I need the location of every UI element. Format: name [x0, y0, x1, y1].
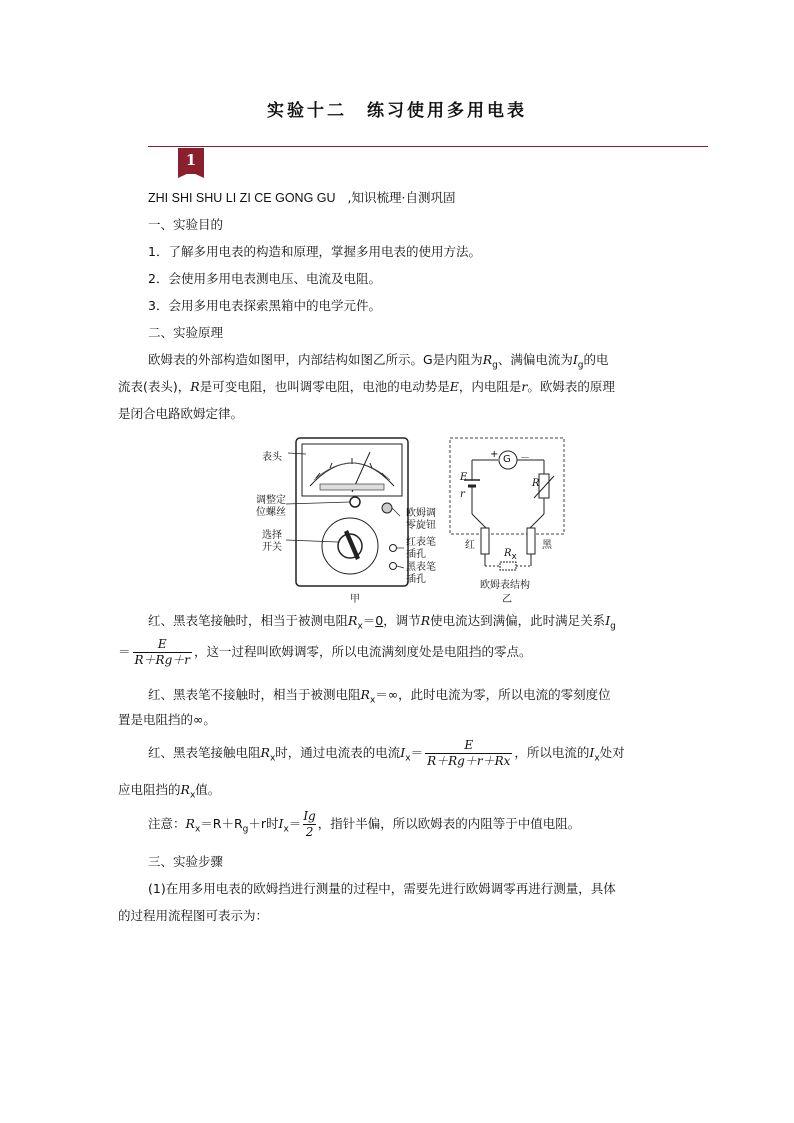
black-probe-label: 黑 — [542, 540, 552, 551]
page-title: 实验十二 练习使用多用电表 — [267, 101, 527, 121]
label-selector-switch: 选择 开关 — [262, 530, 282, 553]
purpose-heading: 一、实验目的 — [148, 217, 224, 232]
minus-sign: － — [520, 453, 530, 464]
galvanometer-label: G — [503, 454, 511, 465]
red-probe-label: 红 — [465, 540, 475, 551]
internal-r-label: r — [460, 489, 465, 500]
label-black-jack: 黑表笔 插孔 — [406, 562, 436, 585]
contact-line-2: ＝ $\frac{E}{R+Rg+r}$ ，这一过程叫欧姆调零，所以电流满刻度处是电阻挡的零点。 — [118, 637, 532, 667]
rx-label: $R_x$ — [504, 548, 517, 562]
principle-line-1: 欧姆表的外部构造如图甲，内部结构如图乙所示。G是内阻为$R_g$、满偏电流为$I_g$的电 — [148, 352, 609, 371]
pinyin-header: ZHI SHI SHU LI ZI CE GONG GU — [148, 191, 336, 205]
section-badge: 1 — [178, 148, 204, 174]
principle-heading: 二、实验原理 — [148, 325, 224, 340]
label-adjust-screw: 调整定 位螺丝 — [256, 495, 286, 518]
purpose-item-2: 2．会使用多用电表测电压、电流及电阻。 — [148, 271, 381, 286]
note-line: 注意：$R_x=R+R_g+r$时$I_x=$ $\frac{Ig}{2}$ ，指针半偏，所以欧姆表的内阻等于中值电阻。 — [148, 809, 581, 839]
pinyin-header-cn: ,知识梳理·自测巩固 — [347, 190, 456, 205]
variable-R-label: R — [532, 478, 540, 489]
purpose-item-3: 3．会用多用电表探索黑箱中的电学元件。 — [148, 298, 381, 313]
formula-fraction: $\frac{E}{R+Rg+r+Rx}$ — [427, 738, 511, 768]
steps-line-2: 的过程用流程图可表示为： — [118, 908, 269, 923]
measure-line-2: 应电阻挡的$R_x$值。 — [118, 782, 221, 801]
section-divider — [148, 146, 708, 147]
section-header — [148, 188, 455, 208]
purpose-item-1: 1．了解多用电表的构造和原理，掌握多用电表的使用方法。 — [148, 244, 481, 259]
formula-fraction: $\frac{Ig}{2}$ — [303, 809, 316, 839]
principle-line-2: 流表(表头)，R是可变电阻，也叫调零电阻，电池的电动势是E，内电阻是r。欧姆表的原理 — [118, 379, 615, 394]
label-red-jack: 红表笔 插孔 — [406, 537, 436, 560]
figure-yi-caption: 乙 — [502, 594, 512, 605]
principle-line-3: 是闭合电路欧姆定律。 — [118, 406, 244, 421]
label-ohm-zero-knob: 欧姆调 零旋钮 — [406, 508, 436, 531]
no-contact-line-2: 置是电阻挡的∞。 — [118, 712, 216, 727]
steps-heading: 三、实验步骤 — [148, 854, 224, 869]
plus-sign: + — [490, 449, 499, 460]
no-contact-line-1: 红、黑表笔不接触时，相当于被测电阻$R_x=\infty$，此时电流为零，所以电流的零刻度位 — [148, 687, 611, 706]
steps-line-1: (1)在用多用电表的欧姆挡进行测量的过程中，需要先进行欧姆调零再进行测量，具体 — [148, 881, 616, 896]
structure-label: 欧姆表结构 — [480, 580, 530, 591]
emf-label: E — [460, 472, 468, 483]
measure-line-1: 红、黑表笔接触电阻$R_x$时，通过电流表的电流$I_x=$ $\frac{E}{R+Rg+r+Rx}$ ，所以电流的$I_x$处对 — [148, 738, 625, 768]
figure-jia-caption: 甲 — [350, 594, 360, 605]
formula-fraction: $\frac{E}{R+Rg+r}$ — [134, 637, 191, 667]
contact-line-1: 红、黑表笔接触时，相当于被测电阻$R_x=0$，调节R使电流达到满偏，此时满足关系$I_g$ — [148, 613, 616, 632]
label-meter-head: 表头 — [262, 452, 282, 463]
